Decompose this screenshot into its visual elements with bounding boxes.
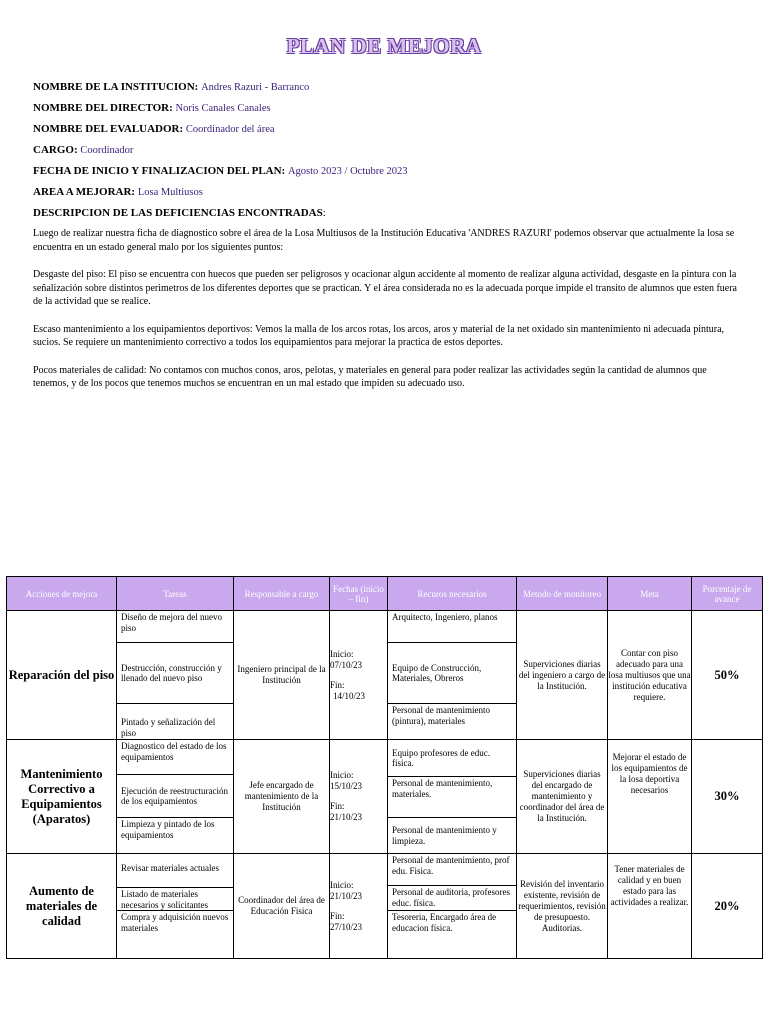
meta-cell: Mejorar el estado de los equipamientos de la losa deportiva necesarios — [608, 740, 692, 854]
responsable-cell: Jefe encargado de mantenimiento de la Institución — [234, 740, 330, 854]
monitoreo-cell: Superviciones diarias del encargado de mantenimiento y coordinador del área de la Institución. — [517, 740, 608, 854]
header-tareas: Tareas — [117, 577, 234, 611]
header-fechas: Fechas (inicio – fin) — [330, 577, 388, 611]
fechas-cell: Inicio: 21/10/23 Fin: 27/10/23 — [330, 854, 388, 959]
table-row — [7, 611, 763, 740]
field-descripcion: DESCRIPCION DE LAS DEFICIENCIAS ENCONTRADAS: — [33, 207, 326, 219]
field-cargo: CARGO: Coordinador — [33, 144, 134, 156]
field-area: AREA A MEJORAR: Losa Multiusos — [33, 186, 203, 198]
header-recursos: Recuros necesarios — [388, 577, 517, 611]
tareas-cell — [117, 854, 234, 959]
responsable-cell: Coordinador del área de Educación Fisica — [234, 854, 330, 959]
field-evaluador: NOMBRE DEL EVALUADOR: Coordinador del área — [33, 123, 275, 135]
recurso-item: Arquitecto, Ingeniero, planos — [388, 611, 516, 643]
header-porcentaje: Porcentaje de avance — [692, 577, 763, 611]
monitoreo-cell: Revisión del inventario existente, revisión de requerimientos, revisión de presupuesto. Auditorias. — [517, 854, 608, 959]
recursos-cell — [388, 611, 517, 740]
tarea-item: Listado de materiales necesarios y solicitantes — [117, 888, 233, 911]
recurso-item: Personal de mantenimiento, materiales. — [388, 777, 516, 818]
fechas-cell: Inicio: 15/10/23 Fin: 21/10/23 — [330, 740, 388, 854]
accion-cell: Reparación del piso — [7, 611, 117, 740]
table-row — [7, 740, 763, 854]
porcentaje-cell: 50% — [692, 611, 763, 740]
page-title: PLAN DE MEJORA — [286, 34, 482, 58]
accion-cell: Aumento de materiales de calidad — [7, 854, 117, 959]
accion-cell: Mantenimiento Correctivo a Equipamientos (Aparatos) — [7, 740, 117, 854]
recurso-item: Personal de mantenimiento (pintura), materiales — [392, 705, 490, 726]
recurso-item: Personal de mantenimiento y limpieza. — [392, 825, 497, 846]
field-director: NOMBRE DEL DIRECTOR: Noris Canales Canales — [33, 102, 271, 114]
recurso-item: Equipo de Construcción, Materiales, Obreros — [388, 643, 516, 704]
monitoreo-cell: Superviciones diarias del ingeniero a cargo de la Institución. — [517, 611, 608, 740]
recursos-cell — [388, 740, 517, 854]
recurso-item: Personal de auditoria, profesores educ. física. — [388, 886, 516, 911]
tareas-cell — [117, 611, 234, 740]
recurso-item: Equipo profesores de educ. física. — [388, 740, 516, 777]
tarea-item: Ejecución de reestructuración de los equipamientos — [117, 775, 233, 818]
deficiencias-text — [33, 227, 738, 405]
tarea-item: Destrucción, construcción y llenado del nuevo piso — [117, 643, 233, 704]
tarea-item: Diagnostico del estado de los equipamientos — [117, 740, 233, 775]
field-institucion: NOMBRE DE LA INSTITUCION: Andres Razuri - Barranco — [33, 81, 310, 93]
tareas-cell — [117, 740, 234, 854]
porcentaje-cell: 20% — [692, 854, 763, 959]
tarea-item: Compra y adquisición nuevos materiales — [121, 912, 229, 933]
recurso-item: Personal de mantenimiento, prof edu. Fisica. — [388, 854, 516, 886]
porcentaje-cell: 30% — [692, 740, 763, 854]
recursos-cell — [388, 854, 517, 959]
paragraph-intro: Luego de realizar nuestra ficha de diagnostico sobre el área de la Losa Multiusos de la Institución Educativa 'ANDRES RAZURI' podemos observar que actualmente la losa se encuentra en un estado general malo por los siguientes puntos: — [33, 228, 735, 253]
table-header-row — [7, 577, 763, 611]
paragraph-piso: Desgaste del piso: El piso se encuentra con huecos que pueden ser peligrosos y ocacionar algun accidente al momento de realizar alguna actividad, desgaste en la pintura con la señalización sobre distintos perimetros de los diferentes deportes que se practican. Y el área considerada no es la adecuada porque impide el transito de alumnos que esten fuera de la actividad que se realice. — [33, 269, 737, 307]
field-fechas: FECHA DE INICIO Y FINALIZACION DEL PLAN: Agosto 2023 / Octubre 2023 — [33, 165, 408, 177]
paragraph-materiales: Pocos materiales de calidad: No contamos con muchos conos, aros, pelotas, y materiales en general para poder realizar las actividades según la cantidad de alumnos que tenemos, y de los pocos que tenemos muchos se encuentran en un mal estado que impiden su adecuado uso. — [33, 364, 707, 389]
tarea-item: Limpieza y pintado de los equipamientos — [121, 819, 215, 840]
tarea-item: Pintado y señalización del piso — [121, 717, 216, 738]
meta-cell: Contar con piso adecuado para una losa multiusos que una institución educativa requiere. — [608, 611, 692, 740]
meta-cell: Tener materiales de calidad y en buen estado para las actividades a realizar. — [608, 854, 692, 959]
recurso-item: Tesoreria, Encargado área de educacion física. — [392, 912, 497, 933]
fechas-cell: Inicio: 07/10/23 Fin: 14/10/23 — [330, 611, 388, 740]
header-acciones: Acciones de mejora — [7, 577, 117, 611]
responsable-cell: Ingeniero principal de la Institución — [234, 611, 330, 740]
tarea-item: Revisar materiales actuales — [117, 862, 233, 888]
tarea-item: Diseño de mejora del nuevo piso — [117, 611, 233, 643]
header-monitoreo: Metodo de monitoreo — [517, 577, 608, 611]
paragraph-mantenimiento: Escaso mantenimiento a los equipamientos deportivos: Vemos la malla de los arcos rotas, los arcos, aros y material de la net oxidado sin mantenimiento ni adecuada pintura, sucios. Se requiere un mantenimiento correctivo a todos los equipamientos para mejorar la practica de estos deportes. — [33, 323, 725, 348]
header-fields — [33, 80, 738, 227]
table-row — [7, 854, 763, 959]
header-meta: Meta — [608, 577, 692, 611]
plan-table — [6, 576, 763, 959]
header-responsable: Responsable a cargo — [234, 577, 330, 611]
